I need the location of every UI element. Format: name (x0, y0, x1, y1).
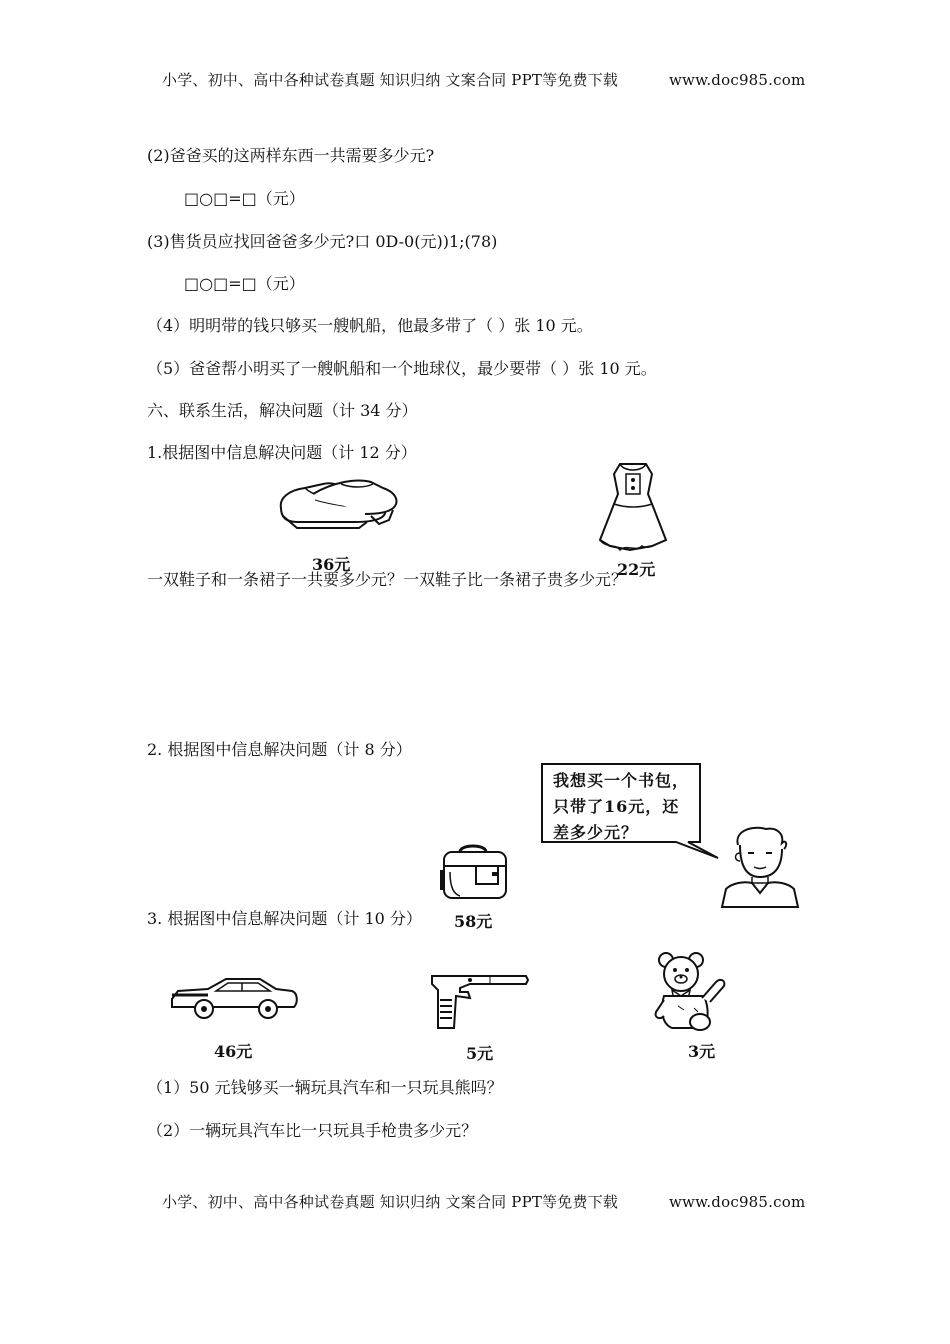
problem-2-title: 2. 根据图中信息解决问题（计 8 分） (147, 740, 412, 759)
speech-line-2: 只带了16元，还 (553, 797, 680, 816)
problem-3-question-1: （1）50 元钱够买一辆玩具汽车和一只玩具熊吗？ (147, 1078, 503, 1097)
page-header-text: 小学、初中、高中各种试卷真题 知识归纳 文案合同 PPT等免费下载 (162, 71, 619, 89)
shoes-illustration (275, 470, 403, 535)
toy-gun-price: 5元 (466, 1044, 494, 1063)
toy-gun-illustration (430, 970, 530, 1030)
question-5-5: （5）爸爸帮小明买了一艘帆船和一个地球仪，最少要带（ ）张 10 元。 (147, 359, 657, 378)
bag-illustration (436, 842, 516, 904)
teddy-bear-price: 3元 (688, 1042, 716, 1061)
question-5-2: (2)爸爸买的这两样东西一共需要多少元? (147, 146, 435, 165)
problem-1-title: 1.根据图中信息解决问题（计 12 分） (147, 443, 417, 462)
toy-car-illustration (168, 975, 300, 1023)
dress-price: 22元 (617, 560, 656, 579)
problem-1-question: 一双鞋子和一条裙子一共要多少元？一双鞋子比一条裙子贵多少元？ (147, 570, 628, 589)
question-5-4: （4）明明带的钱只够买一艘帆船，他最多带了（ ）张 10 元。 (147, 316, 593, 335)
question-5-3-formula: □○□=□（元） (184, 274, 305, 293)
dress-illustration (590, 460, 676, 555)
question-5-2-formula: □○□=□（元） (184, 189, 305, 208)
section-6-title: 六、联系生活，解决问题（计 34 分） (147, 401, 418, 420)
speech-line-1: 我想买一个书包， (553, 771, 690, 790)
teddy-bear-illustration (654, 950, 734, 1035)
shoes-price: 36元 (312, 555, 351, 574)
boy-illustration (718, 825, 800, 909)
toy-car-price: 46元 (214, 1042, 253, 1061)
problem-3-question-2: （2）一辆玩具汽车比一只玩具手枪贵多少元？ (147, 1121, 478, 1140)
bag-price: 58元 (454, 912, 493, 931)
problem-3-title: 3. 根据图中信息解决问题（计 10 分） (147, 909, 422, 928)
page-header-site: www.doc985.com (669, 71, 806, 89)
page-footer-text: 小学、初中、高中各种试卷真题 知识归纳 文案合同 PPT等免费下载 (162, 1193, 619, 1211)
speech-line-3: 差多少元？ (553, 823, 639, 842)
question-5-3: (3)售货员应找回爸爸多少元?口 0D-0(元))1;(78) (147, 232, 498, 251)
page-footer-site: www.doc985.com (669, 1193, 806, 1211)
